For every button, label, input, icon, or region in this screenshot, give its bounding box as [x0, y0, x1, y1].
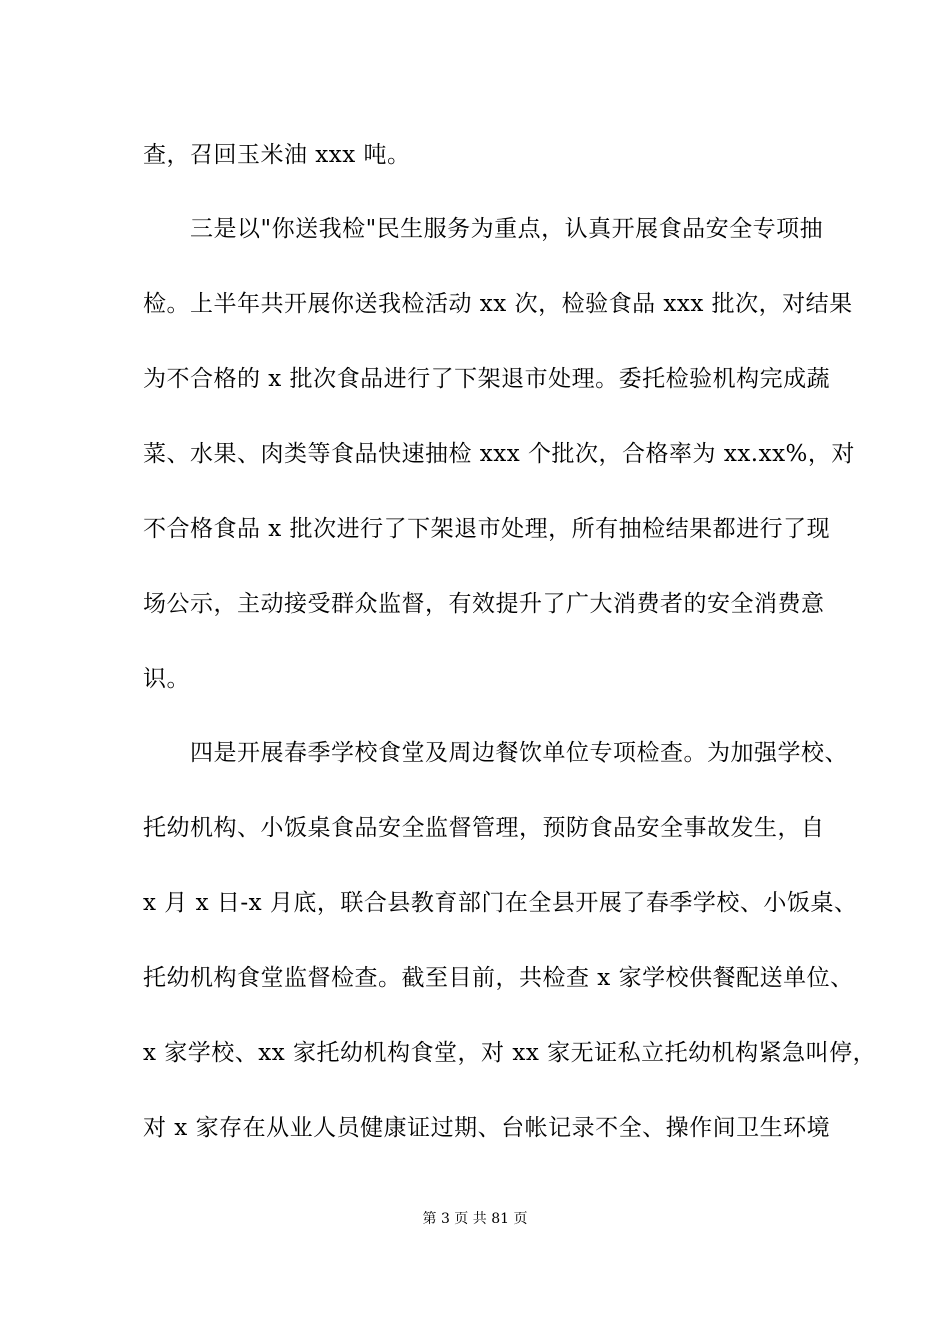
- text-line: x 月 x 日-x 月底，联合县教育部门在全县开展了春季学校、小饭桌、: [143, 890, 858, 916]
- text-line: 识。: [143, 666, 190, 692]
- text-line: 为不合格的 x 批次食品进行了下架退市处理。委托检验机构完成蔬: [143, 366, 831, 392]
- text-line: 对 x 家存在从业人员健康证过期、台帐记录不全、操作间卫生环境: [143, 1115, 831, 1141]
- text-line: 托幼机构食堂监督检查。截至目前，共检查 x 家学校供餐配送单位、: [143, 965, 854, 991]
- text-line: 查，召回玉米油 xxx 吨。: [143, 142, 411, 168]
- paragraph-start-line: 四是开展春季学校食堂及周边餐饮单位专项检查。为加强学校、: [190, 740, 848, 766]
- text-line: x 家学校、xx 家托幼机构食堂，对 xx 家无证私立托幼机构紧急叫停，: [143, 1040, 877, 1066]
- text-line: 托幼机构、小饭桌食品安全监督管理，预防食品安全事故发生，自: [143, 815, 825, 841]
- text-line: 菜、水果、肉类等食品快速抽检 xxx 个批次，合格率为 xx.xx%，对: [143, 441, 855, 467]
- page-number-footer: 第 3 页 共 81 页: [422, 1211, 528, 1227]
- text-line: 场公示，主动接受群众监督，有效提升了广大消费者的安全消费意: [143, 591, 825, 617]
- text-line: 检。上半年共开展你送我检活动 xx 次，检验食品 xxx 批次，对结果: [143, 291, 853, 317]
- text-line: 不合格食品 x 批次进行了下架退市处理，所有抽检结果都进行了现: [143, 516, 831, 542]
- paragraph-start-line: 三是以"你送我检"民生服务为重点，认真开展食品安全专项抽: [190, 216, 824, 242]
